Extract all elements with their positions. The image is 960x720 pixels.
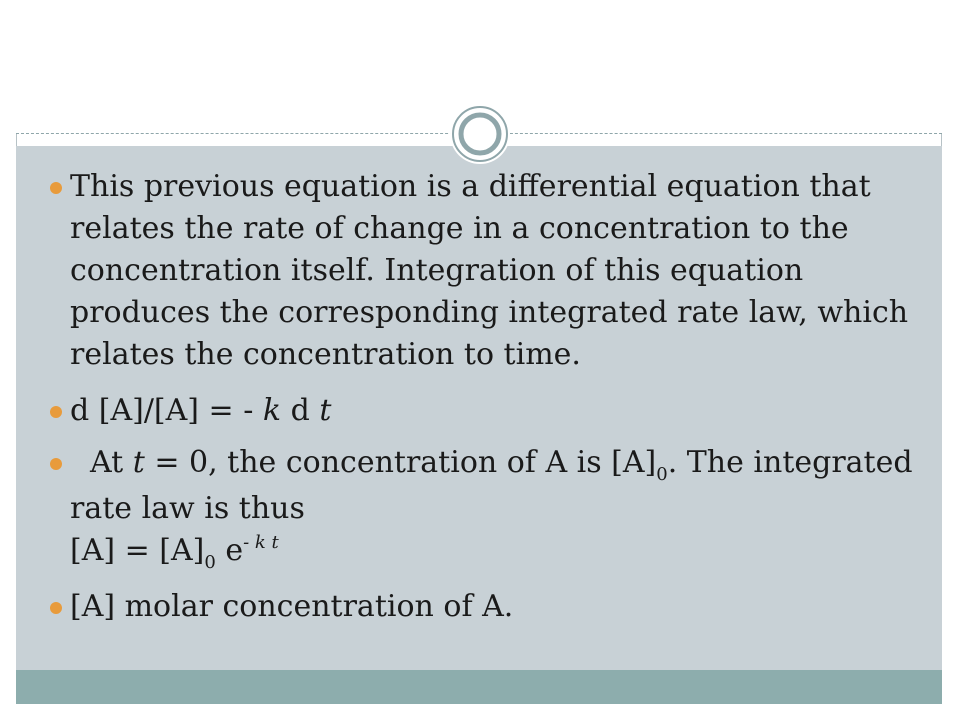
time-symbol: t	[319, 393, 332, 428]
equation-part: d	[281, 393, 320, 428]
bullet-item-equation	[44, 390, 924, 432]
integrated-rate-equation	[70, 530, 924, 576]
equation-part: [A] = [A]	[70, 533, 205, 568]
bullet-dot-icon	[50, 602, 62, 614]
bullet-line	[50, 442, 924, 530]
circle-ornament-icon	[450, 104, 510, 164]
bullet-dot-icon	[50, 406, 62, 418]
subscript-zero: 0	[656, 464, 668, 485]
bullet-item-integrated-law	[44, 442, 924, 576]
equation-part: e	[215, 533, 244, 568]
bullet-dot-icon	[50, 182, 62, 194]
equation-part: d [A]/[A] = -	[70, 393, 263, 428]
exponent: - k t	[243, 532, 279, 553]
bullet-text: At	[90, 445, 133, 480]
bullet-item-differential	[44, 166, 924, 376]
bullet-dot-icon	[50, 458, 62, 470]
subscript-zero: 0	[204, 552, 216, 573]
bullet-text: = 0, the concentration of A is [A]	[144, 445, 657, 480]
bullet-text: [A] molar concentration of A.	[70, 589, 514, 624]
bullet-text: . The integrated rate law is thus	[70, 445, 913, 526]
bullet-text: This previous equation is a differential equation that relates the rate of change in a concentration to the concentration itself. Integration of this equation produces the corresponding integrated rate law, which relates the concentration to time.	[70, 169, 909, 372]
bullet-item-definition	[44, 586, 924, 628]
rate-constant-symbol: k	[262, 393, 282, 428]
slide-content	[44, 166, 924, 636]
time-symbol: t	[132, 445, 145, 480]
footer-band	[16, 670, 942, 704]
